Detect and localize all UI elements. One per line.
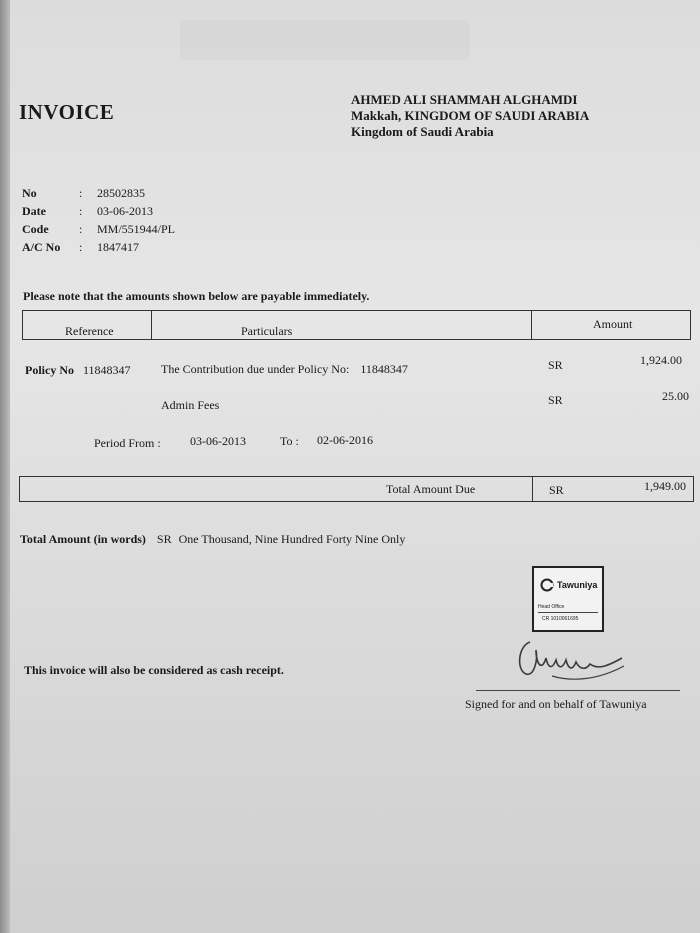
tawuniya-logo-icon bbox=[540, 578, 554, 592]
words-label: Total Amount (in words) bbox=[20, 532, 146, 546]
meta-sep: : bbox=[79, 186, 83, 200]
meta-value: 03-06-2013 bbox=[97, 204, 153, 218]
bleed-through-logo bbox=[180, 20, 470, 60]
line-item-currency: SR bbox=[548, 393, 563, 407]
handwritten-signature bbox=[512, 630, 632, 690]
meta-label: A/C No bbox=[22, 240, 61, 254]
page-edge-shadow bbox=[0, 0, 10, 933]
stamp-logo bbox=[540, 576, 598, 594]
period-from-label: Period From : bbox=[94, 436, 161, 450]
meta-value: MM/551944/PL bbox=[97, 222, 176, 236]
stamp-office: Head Office bbox=[538, 604, 565, 610]
document-title: INVOICE bbox=[19, 100, 115, 124]
line-item-admin-fees: Admin Fees bbox=[161, 398, 220, 412]
line-item-amount: 25.00 bbox=[662, 389, 689, 403]
stamp-divider bbox=[538, 612, 598, 613]
meta-sep: : bbox=[79, 240, 83, 254]
meta-value: 1847417 bbox=[97, 240, 139, 254]
total-divider bbox=[532, 477, 533, 501]
signed-on-behalf: Signed for and on behalf of Tawuniya bbox=[465, 697, 647, 711]
particular-text: The Contribution due under Policy No: bbox=[161, 362, 350, 376]
stamp-cr: CR 1010061695 bbox=[542, 616, 579, 622]
policy-label: Policy No bbox=[25, 363, 74, 377]
header-reference: Reference bbox=[65, 324, 114, 338]
line-item-particular bbox=[161, 362, 408, 377]
total-currency: SR bbox=[549, 483, 564, 497]
meta-label: No bbox=[22, 186, 37, 200]
cash-receipt-note: This invoice will also be considered as cash receipt. bbox=[24, 663, 284, 677]
line-item-policy bbox=[25, 363, 131, 378]
meta-row-code bbox=[22, 220, 175, 238]
line-item-amount: 1,924.00 bbox=[640, 353, 682, 367]
period-from-date: 03-06-2013 bbox=[190, 434, 246, 448]
words-text: One Thousand, Nine Hundred Forty Nine Only bbox=[178, 532, 406, 546]
total-amount: 1,949.00 bbox=[644, 479, 686, 493]
period-to-label: To : bbox=[280, 434, 299, 448]
payment-notice: Please note that the amounts shown below are payable immediately. bbox=[23, 289, 370, 303]
meta-row-account bbox=[22, 238, 175, 256]
particular-policy-ref: 11848347 bbox=[360, 362, 408, 376]
header-amount: Amount bbox=[593, 317, 633, 331]
signature-line bbox=[476, 690, 680, 691]
total-label: Total Amount Due bbox=[386, 482, 476, 496]
amount-in-words bbox=[20, 532, 405, 547]
total-row bbox=[19, 476, 694, 502]
addressee-name: AHMED ALI SHAMMAH ALGHAMDI bbox=[351, 92, 578, 107]
meta-sep: : bbox=[79, 222, 83, 236]
line-item-currency: SR bbox=[548, 358, 563, 372]
header-divider bbox=[151, 311, 152, 339]
header-particulars: Particulars bbox=[241, 324, 293, 338]
addressee-block bbox=[351, 92, 589, 140]
stamp-logo-text: Tawuniya bbox=[557, 580, 598, 590]
meta-row-no bbox=[22, 184, 175, 202]
meta-value: 28502835 bbox=[97, 186, 145, 200]
period-to-date: 02-06-2016 bbox=[317, 433, 373, 447]
invoice-meta bbox=[22, 184, 175, 256]
words-currency: SR bbox=[156, 532, 172, 546]
addressee-line2: Kingdom of Saudi Arabia bbox=[351, 124, 494, 139]
meta-sep: : bbox=[79, 204, 83, 218]
meta-label: Code bbox=[22, 222, 49, 236]
policy-number: 11848347 bbox=[83, 363, 131, 377]
header-divider bbox=[531, 311, 532, 339]
meta-row-date bbox=[22, 202, 175, 220]
company-stamp bbox=[532, 566, 604, 632]
addressee-line1: Makkah, KINGDOM OF SAUDI ARABIA bbox=[351, 108, 590, 123]
meta-label: Date bbox=[22, 204, 46, 218]
table-header bbox=[22, 310, 691, 340]
